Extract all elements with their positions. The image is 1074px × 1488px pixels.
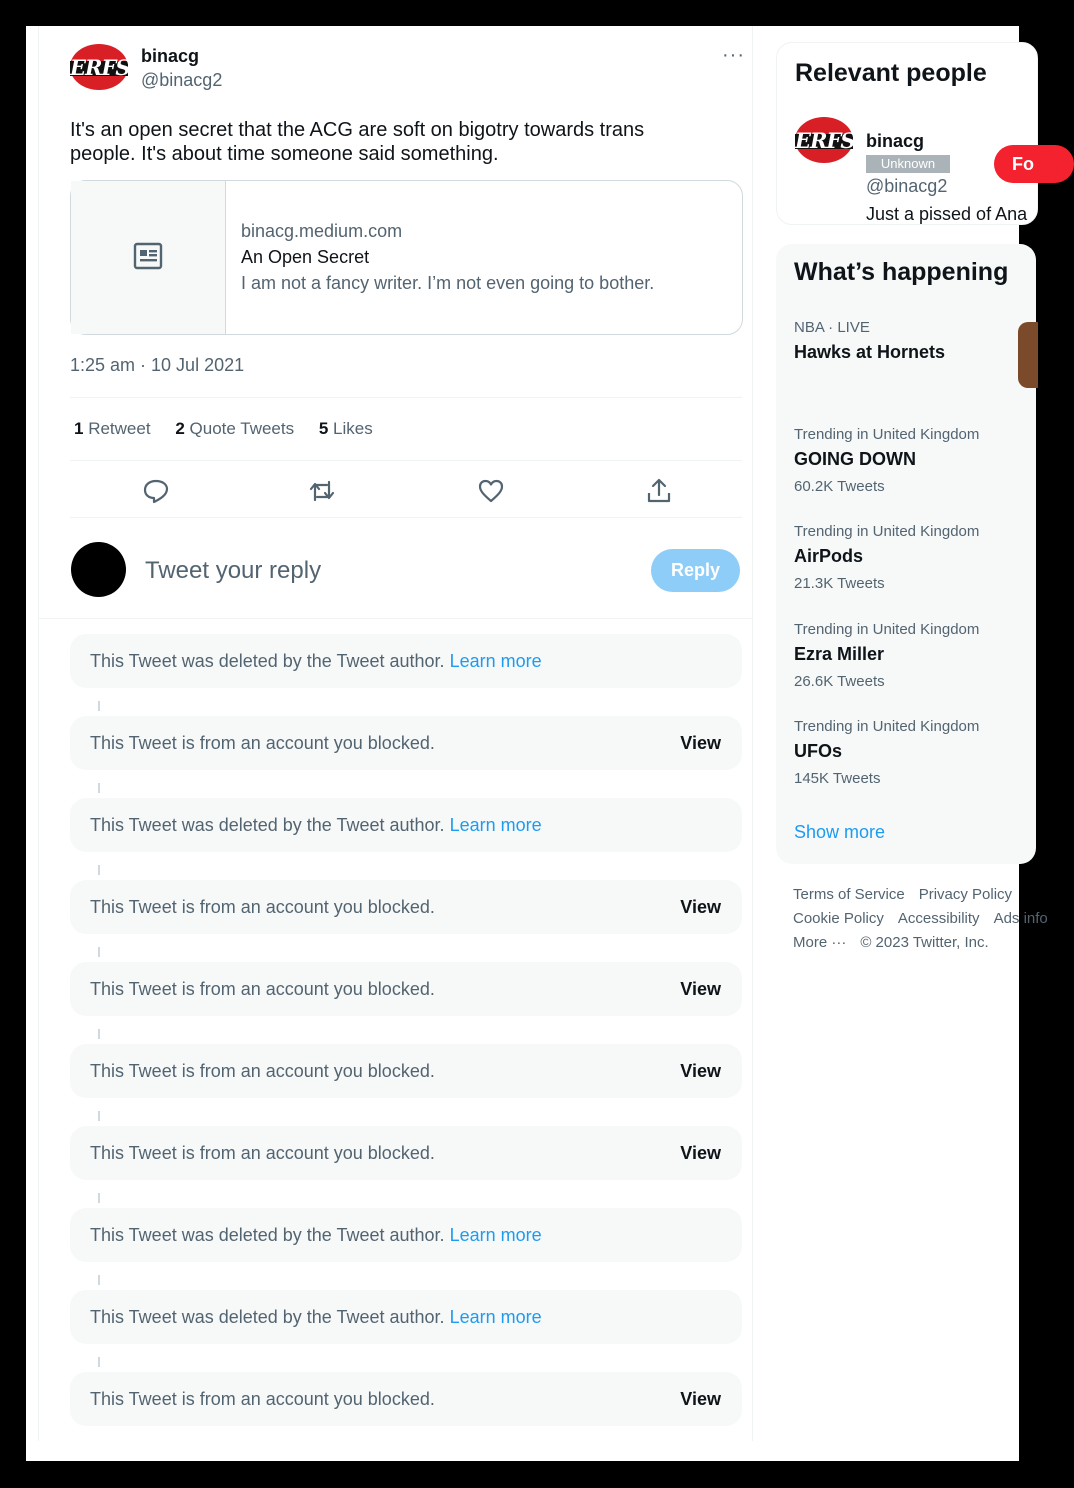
reply-input[interactable] <box>143 552 627 590</box>
like-icon[interactable] <box>476 476 506 506</box>
whats-happening-card <box>776 244 1036 864</box>
quotes-count: 2 <box>175 419 185 438</box>
trend-name: UFOs <box>794 741 843 761</box>
view-button[interactable]: View <box>680 1143 721 1163</box>
author-handle[interactable]: @binacg2 <box>141 70 223 90</box>
likes-count: 5 <box>318 419 329 438</box>
link-preview-card[interactable] <box>70 180 743 335</box>
copyright: © 2023 Twitter, Inc. <box>860 934 989 951</box>
page-canvas <box>26 26 1048 1461</box>
author-name[interactable]: binacg <box>141 46 200 66</box>
divider <box>70 397 742 398</box>
avatar-logo-text: ERFS <box>70 55 130 80</box>
view-button[interactable]: View <box>680 1389 721 1409</box>
tweet-text: It's an open secret that the ACG are soft on bigotry towards trans people. It's about time someone said something. <box>70 119 645 165</box>
view-button[interactable]: View <box>680 979 721 999</box>
blocked-tweet-notice <box>70 962 742 1016</box>
deleted-text: This Tweet was deleted by the Tweet author. <box>90 651 445 671</box>
cookie-link[interactable]: Cookie Policy <box>793 910 884 927</box>
trend-count: 145K Tweets <box>794 770 881 787</box>
thread-connector <box>98 701 100 711</box>
thread-connector <box>98 1357 100 1367</box>
thread-connector <box>98 1111 100 1121</box>
deleted-text: This Tweet was deleted by the Tweet author. <box>90 1307 445 1327</box>
deleted-tweet-notice <box>70 1290 742 1344</box>
trend-name: Ezra Miller <box>794 644 885 664</box>
trend-count: 26.6K Tweets <box>794 673 885 690</box>
user-avatar <box>71 542 126 597</box>
retweet-icon[interactable] <box>307 476 337 506</box>
divider <box>70 460 742 461</box>
trend-item[interactable] <box>794 621 979 690</box>
quotes-label: Quote Tweets <box>189 419 295 438</box>
blocked-text: This Tweet is from an account you blocked. <box>90 1061 435 1081</box>
view-button[interactable]: View <box>680 733 721 753</box>
retweets-count: 1 <box>74 419 84 438</box>
more-link[interactable]: More ··· <box>793 934 847 951</box>
deleted-text: This Tweet was deleted by the Tweet author. <box>90 815 445 835</box>
share-icon[interactable] <box>644 476 674 506</box>
thread-connector <box>98 865 100 875</box>
blocked-text: This Tweet is from an account you blocked. <box>90 897 435 917</box>
deleted-tweet-notice <box>70 1208 742 1262</box>
tweet-column <box>38 26 753 1441</box>
deleted-tweet-notice <box>70 798 742 852</box>
likes-label: Likes <box>333 419 373 438</box>
person-avatar[interactable] <box>795 117 853 163</box>
view-button[interactable]: View <box>680 897 721 917</box>
trend-item[interactable] <box>794 426 979 495</box>
blocked-tweet-notice <box>70 1372 742 1426</box>
link-description: I am not a fancy writer. I’m not even going to bother. <box>241 273 655 293</box>
footer-row <box>793 910 1062 927</box>
ads-info-link[interactable]: Ads info <box>993 910 1048 927</box>
blocked-text: This Tweet is from an account you blocked. <box>90 979 435 999</box>
thread-connector <box>98 1029 100 1039</box>
person-bio: Just a pissed of Ana <box>866 204 1028 224</box>
blocked-tweet-notice <box>70 1126 742 1180</box>
deleted-text: This Tweet was deleted by the Tweet author. <box>90 1225 445 1245</box>
trend-meta: NBA · LIVE <box>794 319 870 336</box>
engagement-stats <box>74 419 393 439</box>
quote-tweets-stat[interactable] <box>175 419 294 438</box>
avatar-logo-text: ERFS <box>795 128 855 153</box>
person-name[interactable]: binacg <box>866 131 925 151</box>
whats-happening-title: What’s happening <box>794 258 1009 286</box>
trend-item[interactable] <box>794 319 945 363</box>
thread-connector <box>98 1193 100 1203</box>
terms-link[interactable]: Terms of Service <box>793 886 905 903</box>
privacy-link[interactable]: Privacy Policy <box>918 886 1013 903</box>
notice-text <box>90 651 542 672</box>
trend-name: AirPods <box>794 546 864 566</box>
thread-connector <box>98 1275 100 1285</box>
view-button[interactable]: View <box>680 1061 721 1081</box>
notice-text <box>90 1307 542 1328</box>
learn-more-link[interactable]: Learn more <box>449 815 542 835</box>
retweets-label: Retweet <box>88 419 151 438</box>
trend-meta: Trending in United Kingdom <box>794 718 980 735</box>
retweets-stat[interactable] <box>74 419 151 438</box>
blocked-text: This Tweet is from an account you blocked. <box>90 733 435 753</box>
trend-item[interactable] <box>794 718 979 787</box>
tweet-timestamp[interactable]: 1:25 am · 10 Jul 2021 <box>70 355 245 375</box>
footer-row <box>793 886 1026 903</box>
learn-more-link[interactable]: Learn more <box>449 1225 542 1245</box>
trend-count: 60.2K Tweets <box>794 478 885 495</box>
follow-button[interactable]: Fo <box>994 145 1074 183</box>
notice-text <box>90 1225 542 1246</box>
learn-more-link[interactable]: Learn more <box>449 1307 542 1327</box>
notice-text <box>90 815 542 836</box>
blocked-tweet-notice <box>70 716 742 770</box>
trend-meta: Trending in United Kingdom <box>794 523 980 540</box>
relevant-people-title: Relevant people <box>795 59 987 87</box>
divider <box>70 517 742 518</box>
more-options-icon[interactable]: ··· <box>722 44 745 66</box>
show-more-link[interactable]: Show more <box>794 822 886 842</box>
thread-connector <box>98 783 100 793</box>
blocked-tweet-notice <box>70 880 742 934</box>
footer-row <box>793 934 1003 951</box>
reply-button[interactable]: Reply <box>651 549 740 592</box>
learn-more-link[interactable]: Learn more <box>449 651 542 671</box>
link-title: An Open Secret <box>241 247 370 267</box>
blocked-text: This Tweet is from an account you blocked. <box>90 1389 435 1409</box>
section-divider <box>39 618 752 619</box>
link-thumbnail <box>71 181 226 334</box>
person-handle[interactable]: @binacg2 <box>866 176 948 196</box>
likes-stat[interactable] <box>319 419 373 438</box>
relevant-people-card <box>776 42 1038 225</box>
accessibility-link[interactable]: Accessibility <box>897 910 980 927</box>
trend-name: GOING DOWN <box>794 449 916 469</box>
thread-connector <box>98 947 100 957</box>
person-badge: Unknown <box>866 155 950 173</box>
newspaper-icon <box>133 242 163 270</box>
deleted-tweet-notice <box>70 634 742 688</box>
trend-count: 21.3K Tweets <box>794 575 885 592</box>
trend-thumbnail <box>1018 322 1038 388</box>
trend-item[interactable] <box>794 523 979 592</box>
link-domain: binacg.medium.com <box>241 221 403 241</box>
reply-icon[interactable] <box>141 476 171 506</box>
trend-meta: Trending in United Kingdom <box>794 426 980 443</box>
trend-name: Hawks at Hornets <box>794 342 946 362</box>
author-avatar[interactable] <box>70 44 128 90</box>
trend-meta: Trending in United Kingdom <box>794 621 980 638</box>
blocked-tweet-notice <box>70 1044 742 1098</box>
blocked-text: This Tweet is from an account you blocked. <box>90 1143 435 1163</box>
